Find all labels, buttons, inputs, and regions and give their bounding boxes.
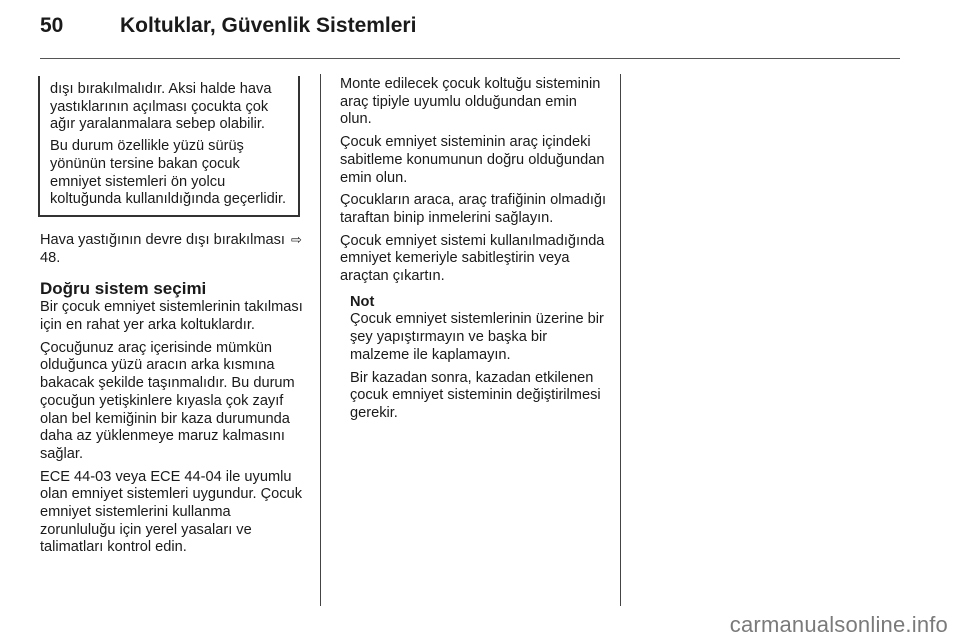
body-paragraph: Çocuğunuz araç içerisinde mümkün olduğunca yüzü aracın arka kısmına bakacak şekilde taşınmalıdır. Bu durum çocuğun yetişkinlere kıyasla çok zayıf olan bel kemiğinin bir kaza durumunda daha az yüklenmeye maruz kalmasını sağlar. <box>40 339 295 462</box>
warning-box <box>38 76 300 217</box>
body-paragraph: Bir çocuk emniyet sistemlerinin takılması için en rahat yer arka koltuklardır. <box>40 299 303 334</box>
note-paragraph: Bir kazadan sonra, kazadan etkilenen çocuk emniyet sisteminin değiştirilmesi gerekir. <box>350 369 601 421</box>
page-number: 50 <box>40 14 64 37</box>
note-title: Not <box>350 293 375 310</box>
body-paragraph: Çocuk emniyet sisteminin araç içindeki sabitleme konumunun doğru olduğundan emin olun. <box>340 134 605 186</box>
reference-page[interactable]: 48. <box>40 249 61 266</box>
body-paragraph: Çocuk emniyet sistemi kullanılmadığında emniyet kemeriyle sabitleştirin veya araçtan çıkartın. <box>340 232 605 285</box>
section-heading: Doğru sistem seçimi <box>40 279 207 299</box>
column-divider-right <box>620 74 621 606</box>
note-paragraph: Çocuk emniyet sistemlerinin üzerine bir şey yapıştırmayın ve başka bir malzeme ile kaplamayın. <box>350 311 604 363</box>
column-divider-left <box>320 74 321 606</box>
note-block <box>350 294 608 423</box>
body-paragraph: ECE 44-03 veya ECE 44-04 ile uyumlu olan emniyet sistemleri uygundur. Çocuk emniyet sistemlerini kullanma zorunluluğu için yerel yasaları ve talimatları kontrol edin. <box>40 468 303 556</box>
text-column-middle <box>340 76 608 428</box>
deactivation-reference <box>40 231 306 267</box>
warning-paragraph: dışı bırakılmalıdır. Aksi halde hava yastıklarının açılması çocukta çok ağır yaralanmalara sebep olabilir. <box>50 81 272 133</box>
header-divider <box>40 58 900 59</box>
body-paragraph: Monte edilecek çocuk koltuğu sisteminin araç tipiyle uyumlu olduğundan emin olun. <box>340 76 601 128</box>
arrow-reference-icon: ⇨ <box>291 231 302 247</box>
page-header <box>40 14 900 50</box>
page-title: Koltuklar, Güvenlik Sistemleri <box>120 14 417 37</box>
body-paragraph: Çocukların araca, araç trafiğinin olmadığı taraftan binip inmelerini sağlayın. <box>340 192 607 226</box>
warning-paragraph: Bu durum özellikle yüzü sürüş yönünün tersine bakan çocuk emniyet sistemleri ön yolcu koltuğunda kullanıldığında geçerlidir. <box>50 138 287 208</box>
text-column-left <box>40 76 306 562</box>
deactivation-text: Hava yastığının devre dışı bırakılması <box>40 231 285 248</box>
watermark: carmanualsonline.info <box>729 612 948 637</box>
